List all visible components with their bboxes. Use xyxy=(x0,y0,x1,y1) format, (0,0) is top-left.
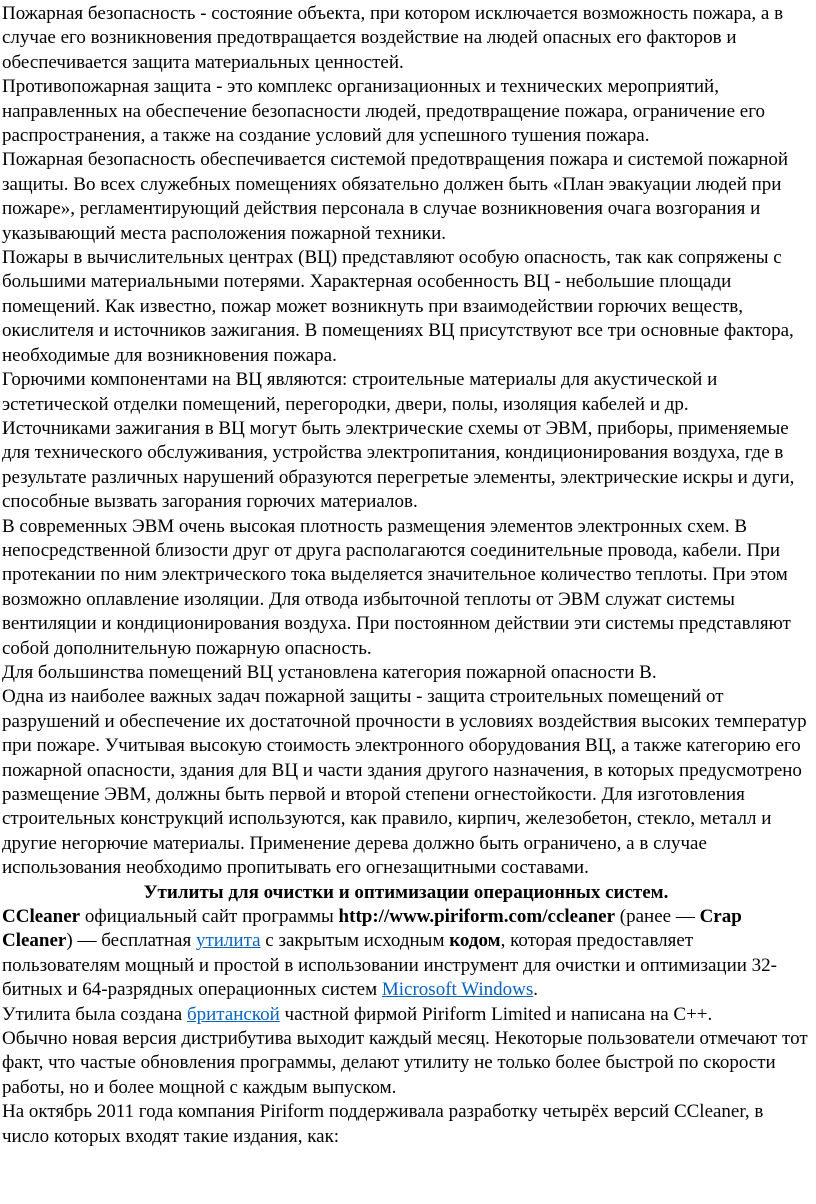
paragraph-created xyxy=(2,1003,810,1027)
created-after: частной фирмой Piriform Limited и написана на C++. xyxy=(279,1003,713,1025)
ccleaner-prev-close: ) — бесплатная xyxy=(66,930,196,952)
ccleaner-url: http://www.piriform.com/ccleaner xyxy=(338,906,616,928)
ccleaner-name: CCleaner xyxy=(2,906,81,928)
paragraph-ccleaner xyxy=(2,905,810,1003)
ccleaner-site-text: официальный сайт программы xyxy=(80,906,339,928)
paragraph-fire-category: Для большинства помещений ВЦ установлена категория пожарной опасности В. xyxy=(2,661,657,683)
ccleaner-code-word: кодом xyxy=(449,930,501,952)
link-microsoft-windows[interactable]: Microsoft Windows xyxy=(381,979,534,1001)
created-before: Утилита была создана xyxy=(2,1003,187,1025)
ccleaner-closed-text: с закрытым исходным xyxy=(260,930,450,952)
paragraph-ignition-sources: Источниками зажигания в ВЦ могут быть электрические схемы от ЭВМ, приборы, применяемые для технического обслуживания, устройства электропитания, кондиционирования воздуха, где в результате различных нарушений образуются перегретые элементы, электрические искры и дуги, способные вызвать загорания горючих материалов. xyxy=(2,417,795,513)
paragraph-component-density: В современных ЭВМ очень высокая плотность размещения элементов электронных схем. В непосредственной близости друг от друга располагаются соединительные провода, кабели. При протекании по ним электрического тока выделяется значительное количество теплоты. При этом возможно оплавление изоляции. Для отвода избыточной теплоты от ЭВМ служат системы вентиляции и кондиционирования воздуха. При постоянном действии эти системы представляют собой дополнительную пожарную опасность. xyxy=(2,515,791,659)
paragraph-fire-protection-definition: Противопожарная защита - это комплекс организационных и технических мероприятий, направленных на обеспечение безопасности людей, предотвращение пожара, ограничение его распространения, а также на создание условий для успешного тушения пожара. xyxy=(2,76,766,147)
ccleaner-period: . xyxy=(533,979,539,1001)
paragraph-updates: Обычно новая версия дистрибутива выходит каждый месяц. Некоторые пользователи отмечают тот факт, что частые обновления программы, делают утилиту не только более быстрой по скорости работы, но и более мощной с каждым выпуском. xyxy=(2,1028,808,1098)
ccleaner-desc-text: , которая предоставляет пользователям мощный и простой в использовании инструмент для очистки и оптимизации 32-битных и 64-разрядных операционных систем xyxy=(2,930,778,1001)
ccleaner-prev-open: (ранее — xyxy=(615,906,700,928)
paragraph-combustible-components: Горючими компонентами на ВЦ являются: строительные материалы для акустической и эстетической отделки помещений, перегородки, двери, полы, изоляция кабелей и др. xyxy=(2,369,718,415)
link-utility[interactable]: утилита xyxy=(195,930,261,952)
paragraph-fire-safety-definition: Пожарная безопасность - состояние объекта, при котором исключается возможность пожара, а в случае его возникновения предотвращается воздействие на людей опасных его факторов и обеспечивается защита материальных ценностей. xyxy=(2,3,784,73)
section-heading-utilities: Утилиты для очистки и оптимизации операционных систем. xyxy=(143,881,669,903)
paragraph-versions: На октябрь 2011 года компания Piriform поддерживала разработку четырёх версий CCleaner, в число которых входят такие издания, как: xyxy=(2,1101,764,1147)
paragraph-building-protection: Одна из наиболее важных задач пожарной защиты - защита строительных помещений от разрушений и обеспечение их достаточной прочности в условиях воздействия высоких температур при пожаре. Учитывая высокую стоимость электронного оборудования ВЦ, а также категорию его пожарной опасности, здания для ВЦ и части здания другого назначения, в которых предусмотрено размещение ЭВМ, должны быть первой и второй степени огнестойкости. Для изготовления строительных конструкций используются, как правило, кирпич, железобетон, стекло, металл и другие негорючие материалы. Применение дерева должно быть ограничено, а в случае использования необходимо пропитывать его огнезащитными составами. xyxy=(2,686,807,879)
link-british[interactable]: британской xyxy=(186,1003,280,1025)
paragraph-evacuation-plan: Пожарная безопасность обеспечивается системой предотвращения пожара и системой пожарной защиты. Во всех служебных помещениях обязательно должен быть «План эвакуации людей при пожаре», регламентирующий действия персонала в случае возникновения очага возгорания и указывающий места расположения пожарной техники. xyxy=(2,149,789,244)
paragraph-computing-center-fires: Пожары в вычислительных центрах (ВЦ) представляют особую опасность, так как сопряжены с большими материальными потерями. Характерная особенность ВЦ - небольшие площади помещений. Как известно, пожар может возникнуть при взаимодействии горючих веществ, окислителя и источников зажигания. В помещениях ВЦ присутствуют все три основные фактора, необходимые для возникновения пожара. xyxy=(2,247,794,366)
ccleaner-prev-name: Crap Cleaner xyxy=(2,906,742,952)
